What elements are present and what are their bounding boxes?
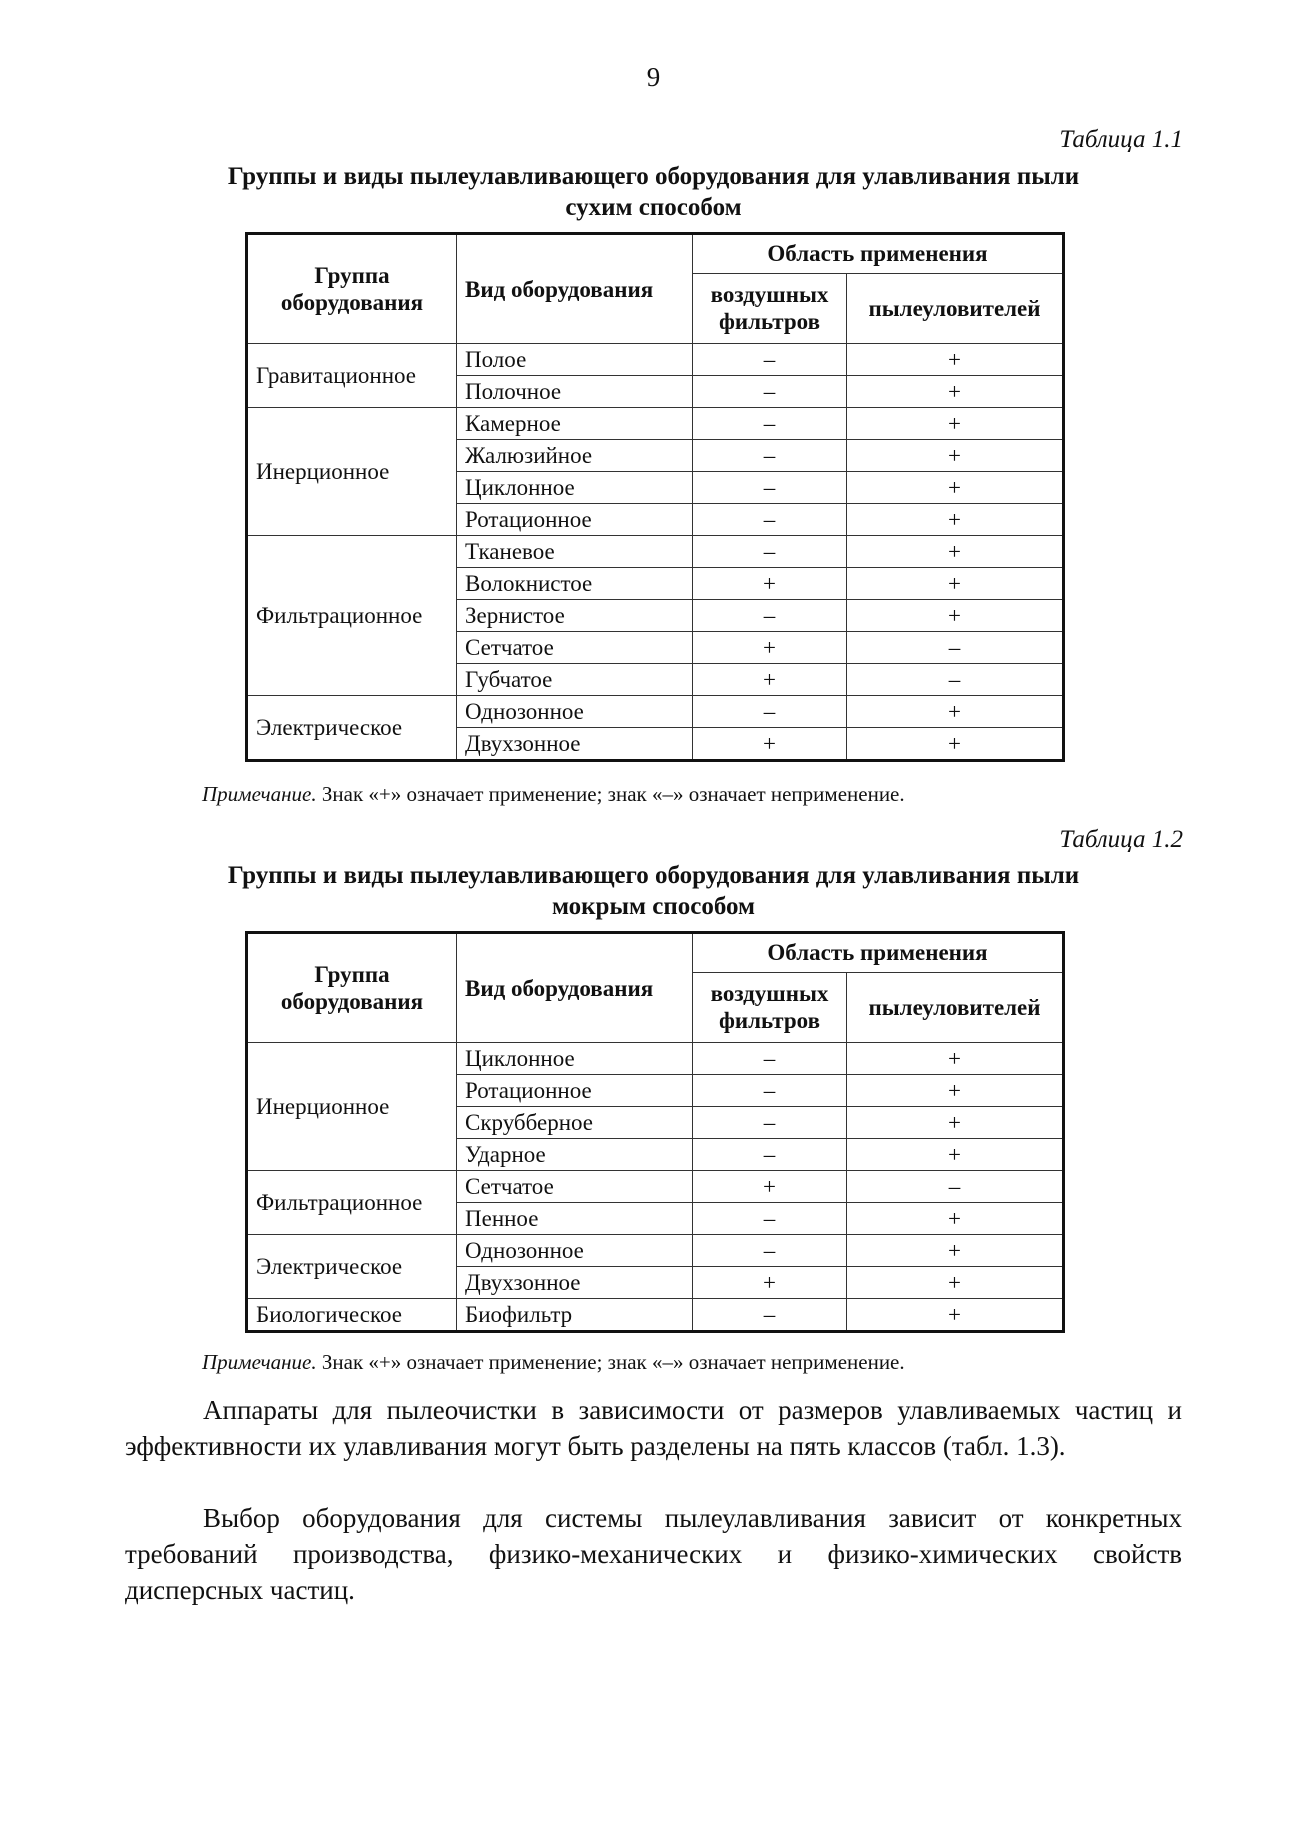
group-cell: Биологическое [247, 1299, 457, 1332]
table2-label: Таблица 1.2 [1059, 826, 1183, 853]
header-dust-collectors: пылеуловителей [847, 273, 1064, 343]
table-row [247, 1299, 1064, 1332]
table-row [247, 1235, 1064, 1267]
type-cell: Двухзонное [457, 1267, 693, 1299]
type-cell: Тканевое [457, 536, 693, 568]
dust-collector-cell: + [847, 536, 1064, 568]
group-cell: Инерционное [247, 408, 457, 536]
table1-note [202, 782, 905, 807]
type-cell: Камерное [457, 408, 693, 440]
air-filter-cell: – [693, 696, 847, 728]
air-filter-cell: – [693, 344, 847, 376]
type-cell: Пенное [457, 1203, 693, 1235]
type-cell: Ротационное [457, 1075, 693, 1107]
type-cell: Жалюзийное [457, 440, 693, 472]
table1-label: Таблица 1.1 [1059, 126, 1183, 153]
dust-collector-cell: + [847, 472, 1064, 504]
air-filter-cell: – [693, 1043, 847, 1075]
type-cell: Скрубберное [457, 1107, 693, 1139]
dust-collector-cell: + [847, 1075, 1064, 1107]
type-cell: Ударное [457, 1139, 693, 1171]
type-cell: Двухзонное [457, 728, 693, 761]
dust-collector-cell: – [847, 664, 1064, 696]
page-number: 9 [646, 62, 661, 92]
table-row [247, 696, 1064, 728]
dust-collector-cell: – [847, 632, 1064, 664]
header-group: Группа оборудования [247, 234, 457, 344]
dust-collector-cell: + [847, 696, 1064, 728]
type-cell: Циклонное [457, 1043, 693, 1075]
air-filter-cell: – [693, 536, 847, 568]
table1 [245, 232, 1065, 762]
type-cell: Полочное [457, 376, 693, 408]
air-filter-cell: – [693, 408, 847, 440]
type-cell: Циклонное [457, 472, 693, 504]
air-filter-cell: – [693, 440, 847, 472]
dust-collector-cell: + [847, 376, 1064, 408]
air-filter-cell: + [693, 1267, 847, 1299]
type-cell: Волокнистое [457, 568, 693, 600]
table-row [247, 1171, 1064, 1203]
dust-collector-cell: – [847, 1171, 1064, 1203]
air-filter-cell: – [693, 376, 847, 408]
table-row [247, 408, 1064, 440]
type-cell: Сетчатое [457, 632, 693, 664]
group-cell: Гравитационное [247, 344, 457, 408]
table1-title [130, 161, 1177, 223]
air-filter-cell: – [693, 1139, 847, 1171]
table-row [247, 344, 1064, 376]
group-cell: Электрическое [247, 1235, 457, 1299]
dust-collector-cell: + [847, 408, 1064, 440]
table2-title-line1: Группы и виды пылеулавливающего оборудования для улавливания пыли [227, 862, 1080, 889]
type-cell: Полое [457, 344, 693, 376]
paragraph-2: Выбор оборудования для системы пылеулавливания зависит от конкретных требований производства, физико-механических и физико-химических свойств дисперсных частиц. [125, 1503, 1182, 1605]
type-cell: Губчатое [457, 664, 693, 696]
group-cell: Фильтрационное [247, 1171, 457, 1235]
table2-title [130, 860, 1177, 922]
table-row [247, 536, 1064, 568]
header-type: Вид оборудования [457, 234, 693, 344]
air-filter-cell: + [693, 568, 847, 600]
type-cell: Однозонное [457, 696, 693, 728]
air-filter-cell: – [693, 1235, 847, 1267]
dust-collector-cell: + [847, 1043, 1064, 1075]
note-text: Знак «+» означает применение; знак «–» означает неприменение. [316, 1350, 905, 1374]
header-scope: Область применения [693, 933, 1064, 973]
type-cell: Биофильтр [457, 1299, 693, 1332]
header-air-filters: воздушных фильтров [693, 972, 847, 1042]
header-air-filters: воздушных фильтров [693, 273, 847, 343]
air-filter-cell: – [693, 504, 847, 536]
air-filter-cell: – [693, 1107, 847, 1139]
dust-collector-cell: + [847, 568, 1064, 600]
air-filter-cell: + [693, 1171, 847, 1203]
dust-collector-cell: + [847, 344, 1064, 376]
group-cell: Инерционное [247, 1043, 457, 1171]
note-label: Примечание. [202, 782, 317, 806]
group-cell: Электрическое [247, 696, 457, 761]
dust-collector-cell: + [847, 504, 1064, 536]
header-dust-collectors: пылеуловителей [847, 972, 1064, 1042]
dust-collector-cell: + [847, 1107, 1064, 1139]
air-filter-cell: – [693, 472, 847, 504]
table1-title-line1: Группы и виды пылеулавливающего оборудования для улавливания пыли [227, 163, 1080, 190]
air-filter-cell: – [693, 1299, 847, 1332]
dust-collector-cell: + [847, 1299, 1064, 1332]
table2-title-line2: мокрым способом [551, 893, 756, 920]
note-label: Примечание. [202, 1350, 317, 1374]
air-filter-cell: – [693, 1203, 847, 1235]
table-row [247, 1043, 1064, 1075]
air-filter-cell: + [693, 664, 847, 696]
type-cell: Ротационное [457, 504, 693, 536]
table2-note [202, 1350, 905, 1375]
air-filter-cell: + [693, 728, 847, 761]
paragraph-1: Аппараты для пылеочистки в зависимости от размеров улавливаемых частиц и эффективности их улавливания могут быть разделены на пять классов (табл. 1.3). [125, 1395, 1182, 1461]
air-filter-cell: + [693, 632, 847, 664]
group-cell: Фильтрационное [247, 536, 457, 696]
type-cell: Сетчатое [457, 1171, 693, 1203]
type-cell: Однозонное [457, 1235, 693, 1267]
header-group: Группа оборудования [247, 933, 457, 1043]
dust-collector-cell: + [847, 600, 1064, 632]
header-scope: Область применения [693, 234, 1064, 274]
table2 [245, 931, 1065, 1333]
header-type: Вид оборудования [457, 933, 693, 1043]
dust-collector-cell: + [847, 440, 1064, 472]
table1-title-line2: сухим способом [565, 194, 742, 221]
dust-collector-cell: + [847, 728, 1064, 761]
dust-collector-cell: + [847, 1203, 1064, 1235]
dust-collector-cell: + [847, 1267, 1064, 1299]
dust-collector-cell: + [847, 1139, 1064, 1171]
dust-collector-cell: + [847, 1235, 1064, 1267]
air-filter-cell: – [693, 600, 847, 632]
type-cell: Зернистое [457, 600, 693, 632]
note-text: Знак «+» означает применение; знак «–» означает неприменение. [316, 782, 905, 806]
air-filter-cell: – [693, 1075, 847, 1107]
